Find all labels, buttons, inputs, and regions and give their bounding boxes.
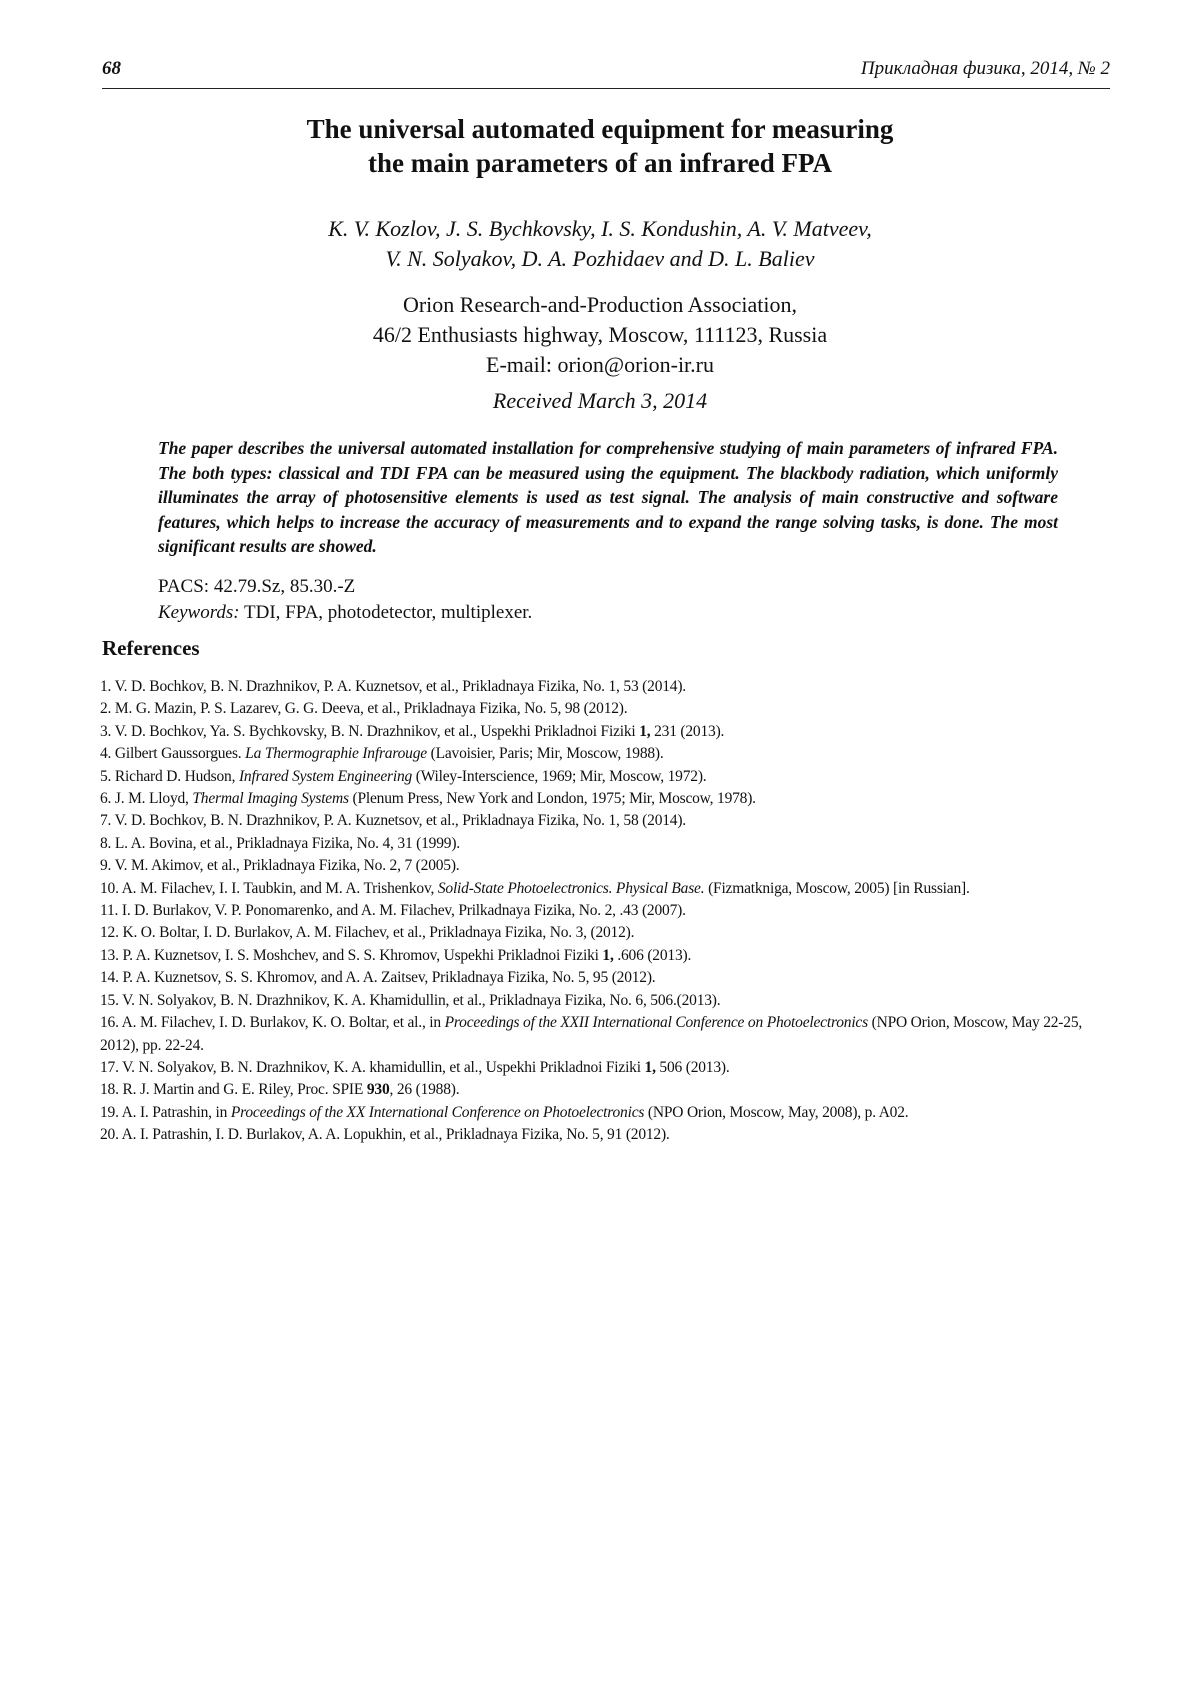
reference-text: 5. Richard D. Hudson, [100, 767, 239, 785]
reference-item [100, 721, 1110, 743]
reference-text-tail: (Wiley-Interscience, 1969; Mir, Moscow, 1972). [412, 767, 707, 785]
reference-text: 12. K. O. Boltar, I. D. Burlakov, A. M. Filachev, et al., Prikladnaya Fizika, No. 3, (2012). [100, 924, 635, 942]
reference-volume: 1, [639, 722, 651, 740]
reference-item [100, 1012, 1110, 1057]
affiliation [0, 290, 1200, 380]
reference-item [100, 922, 1110, 944]
reference-title: La Thermographie Infrarouge [245, 745, 427, 763]
pacs-codes: PACS: 42.79.Sz, 85.30.-Z [158, 576, 356, 597]
reference-item [100, 855, 1110, 877]
reference-item [100, 1057, 1110, 1079]
reference-text: 17. V. N. Solyakov, B. N. Drazhnikov, K. A. khamidullin, et al., Uspekhi Prikladnoi Fiziki [100, 1058, 645, 1076]
reference-item [100, 698, 1110, 720]
reference-text: 10. A. M. Filachev, I. I. Taubkin, and M. A. Trishenkov, [100, 879, 438, 897]
reference-volume: 930 [366, 1081, 390, 1099]
affiliation-email: E-mail: orion@orion-ir.ru [486, 352, 714, 377]
reference-text: 9. V. M. Akimov, et al., Prikladnaya Fizika, No. 2, 7 (2005). [100, 857, 460, 875]
author-list [0, 214, 1200, 274]
keywords [158, 600, 532, 626]
reference-text: 16. A. M. Filachev, I. D. Burlakov, K. O. Boltar, et al., in [100, 1014, 445, 1032]
reference-text: 13. P. A. Kuznetsov, I. S. Moshchev, and S. S. Khromov, Uspekhi Prikladnoi Fiziki [100, 946, 603, 964]
authors-line-2: V. N. Solyakov, D. A. Pozhidaev and D. L. Baliev [385, 246, 815, 271]
reference-text-tail: (Lavoisier, Paris; Mir, Moscow, 1988). [426, 745, 664, 763]
reference-text: 3. V. D. Bochkov, Ya. S. Bychkovsky, B. N. Drazhnikov, et al., Uspekhi Prikladnoi Fiziki [100, 722, 640, 740]
reference-title: Proceedings of the XXII International Conference on Photoelectronics [444, 1014, 868, 1032]
title-line-2: the main parameters of an infrared FPA [368, 148, 832, 178]
reference-item [100, 967, 1110, 989]
reference-text: 11. I. D. Burlakov, V. P. Ponomarenko, and A. M. Filachev, Prilkadnaya Fizika, No. 2, .43 (2007). [100, 902, 686, 920]
reference-item [100, 1124, 1110, 1146]
reference-item [100, 766, 1110, 788]
reference-title: Solid-State Photoelectronics. Physical Base. [437, 879, 705, 897]
running-header [102, 58, 1110, 89]
reference-text: 19. A. I. Patrashin, in [100, 1103, 231, 1121]
journal-name: Прикладная физика, 2014, № 2 [860, 58, 1110, 79]
reference-text: 14. P. A. Kuznetsov, S. S. Khromov, and A. A. Zaitsev, Prikladnaya Fizika, No. 5, 95 (2012). [100, 969, 656, 987]
reference-text: 20. A. I. Patrashin, I. D. Burlakov, A. A. Lopukhin, et al., Prikladnaya Fizika, No. 5, 91 (2012). [100, 1126, 670, 1144]
keywords-value: TDI, FPA, photodetector, multiplexer. [239, 602, 533, 623]
paper-title [0, 112, 1200, 180]
reference-text-tail: (NPO Orion, Moscow, May, 2008), p. A02. [644, 1103, 909, 1121]
authors-line-1: K. V. Kozlov, J. S. Bychkovsky, I. S. Kondushin, A. V. Matveev, [328, 216, 872, 241]
reference-text-tail: (NPO Orion, Moscow, May 22-25, 2012), pp. 22-24. [100, 1014, 1083, 1054]
reference-item [100, 833, 1110, 855]
reference-text-tail: 506 (2013). [655, 1058, 730, 1076]
keywords-label: Keywords: [158, 602, 240, 623]
reference-text-tail: 231 (2013). [650, 722, 725, 740]
reference-title: Thermal Imaging Systems [192, 790, 349, 808]
page-number: 68 [102, 58, 121, 79]
reference-text: 2. M. G. Mazin, P. S. Lazarev, G. G. Deeva, et al., Prikladnaya Fizika, No. 5, 98 (2012). [100, 700, 628, 718]
reference-item [100, 676, 1110, 698]
reference-text: 18. R. J. Martin and G. E. Riley, Proc. SPIE [100, 1081, 367, 1099]
reference-text-tail: (Fizmatkniga, Moscow, 2005) [in Russian]. [704, 879, 970, 897]
abstract: The paper describes the universal automated installation for comprehensive studying of main parameters of infrared FPA. The both types: classical and TDI FPA can be measured using the equipment. The blackbody radiation, which uniformly illuminates the array of photosensitive elements is used as test signal. The analysis of main constructive and software features, which helps to increase the accuracy of measurements and to expand the range solving tasks, is done. The most significant results are showed. [158, 438, 1058, 556]
reference-text: 6. J. M. Lloyd, [100, 790, 193, 808]
affiliation-address: 46/2 Enthusiasts highway, Moscow, 111123, Russia [372, 322, 828, 347]
reference-text: 1. V. D. Bochkov, B. N. Drazhnikov, P. A. Kuznetsov, et al., Prikladnaya Fizika, No. 1, 53 (2014). [100, 678, 686, 695]
reference-item [100, 990, 1110, 1012]
references-heading: References [102, 636, 200, 660]
received-date: Received March 3, 2014 [492, 388, 708, 413]
reference-item [100, 788, 1110, 810]
reference-text: 4. Gilbert Gaussorgues. [100, 745, 246, 763]
reference-item [100, 810, 1110, 832]
reference-item [100, 1079, 1110, 1101]
reference-item [100, 945, 1110, 967]
reference-item [100, 900, 1110, 922]
reference-title: Proceedings of the XX International Conference on Photoelectronics [230, 1103, 645, 1121]
reference-text: 7. V. D. Bochkov, B. N. Drazhnikov, P. A. Kuznetsov, et al., Prikladnaya Fizika, No. 1, 58 (2014). [100, 812, 686, 830]
reference-text: 8. L. A. Bovina, et al., Prikladnaya Fizika, No. 4, 31 (1999). [100, 834, 460, 852]
reference-volume: 1, [644, 1058, 656, 1076]
title-line-1: The universal automated equipment for measuring [306, 114, 894, 144]
reference-text: 15. V. N. Solyakov, B. N. Drazhnikov, K. A. Khamidullin, et al., Prikladnaya Fizika, No. 6, 506.(2013). [100, 991, 721, 1009]
reference-title: Infrared System Engineering [238, 767, 413, 785]
reference-text-tail: .606 (2013). [613, 946, 692, 964]
reference-volume: 1, [602, 946, 614, 964]
affiliation-organization: Orion Research-and-Production Association, [402, 292, 798, 317]
reference-text-tail: , 26 (1988). [389, 1081, 460, 1099]
reference-text-tail: (Plenum Press, New York and London, 1975; Mir, Moscow, 1978). [348, 790, 756, 808]
reference-item [100, 1102, 1110, 1124]
reference-list [100, 676, 1110, 1147]
reference-item [100, 878, 1110, 900]
reference-item [100, 743, 1110, 765]
